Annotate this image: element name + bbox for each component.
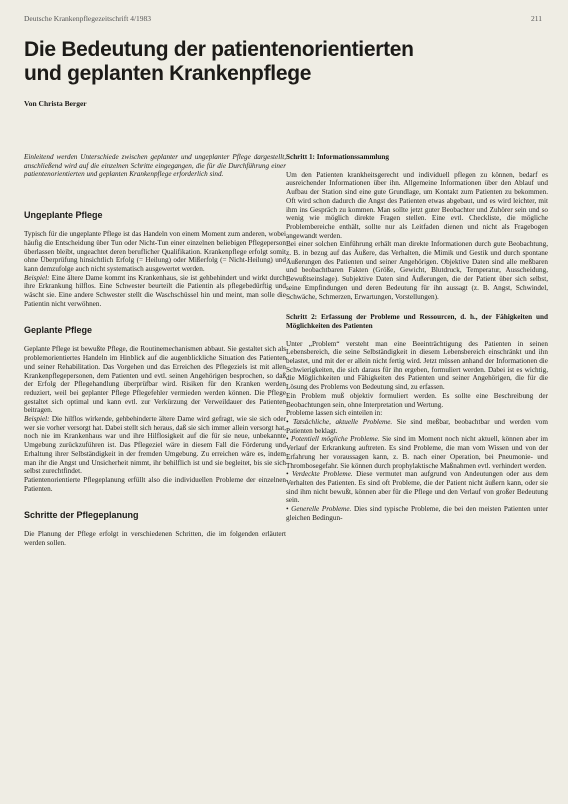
- paragraph-geplant-summary: Patientenorientierte Pflegeplanung erfüllt also die individuellen Probleme der einzelnen Patienten.: [24, 475, 286, 493]
- list-item-label: • Tatsächliche, aktuelle Probleme.: [286, 417, 393, 426]
- list-item-label: • Potentiell mögliche Probleme.: [286, 435, 380, 444]
- title-line-2: und geplanten Krankenpflege: [24, 62, 312, 85]
- list-item-verdeckt: [286, 470, 548, 505]
- author-byline: Von Christa Berger: [24, 99, 87, 108]
- page-number: 211: [531, 14, 542, 23]
- list-item-text: Sie sind meßbar, beobachtbar und werden vom Patienten beklagt.: [286, 417, 548, 435]
- paragraph-schritt2-3: Probleme lassen sich einteilen in:: [286, 409, 383, 418]
- paragraph-geplant-1: Geplante Pflege ist bewußte Pflege, die Routinemechanismen abbaut. Sie gestaltet sich als problemorientiertes Handeln im Hinblick auf die augenblickliche Situation des Patienten und seiner Rehabilitation. Das Vorgehen und das Erreichen des Pflegeziels ist mit allen Krankenpflegepersonen, dem Patienten und evtl. seinen Angehörigen besprochen, so daß der Erfolg der Pflegehandlung überprüfbar wird. Risiken für den Kranken werden reduziert, weil bei geplanter Pflege Pflegefehler vermieden werden können. Die Pflege gestaltet sich optimal und kann evtl. zur Verkürzung der Verweildauer des Patienten beitragen.: [24, 345, 286, 415]
- list-item-generell: [286, 505, 548, 522]
- running-head: Deutsche Krankenpflegezeitschrift 4/1983: [24, 14, 152, 23]
- paragraph-ungeplant-example: [24, 274, 286, 309]
- list-item-text: Sie sind im Moment noch nicht aktuell, können aber im Verlauf der Erkrankung auftreten. Es sind Probleme, die man vom Wissen und von der Erfahrung her voraussagen kann, z. B. nach einer Operation, bei Pneumonie- und Thrombosegefahr. Sie können durch prophylaktische Maßnahmen evtl. verhindert werden.: [286, 435, 548, 470]
- heading-geplante-pflege: Geplante Pflege: [24, 325, 93, 336]
- example-label: Beispiel:: [24, 415, 50, 424]
- paragraph-schritt1-2: Bei einer solchen Einführung erhält man direkte Informationen durch gute Beobachtung, z. B. in bezug auf das Äußere, das Verhalten, die Mimik und Gestik und durch spontane Äußerungen des Patienten und seiner Angehörigen. Objektive Daten sind alle meßbaren und beobachtbaren Fakten (Größe, Gewicht, Blutdruck, Temperatur, Ausscheidung, Bewußtseinslage). Subjektive Daten sind Äußerungen, die der Patient über sich selbst, seine Empfindungen und deren Bedeutung für ihn aussagt (z. B. Angst, Schwindel, Schwäche, Schmerzen, Erwartungen, Vorstellungen).: [286, 240, 548, 301]
- list-item-label: • Generelle Probleme.: [286, 505, 352, 514]
- example-text: Die hilflos wirkende, gehbehinderte ältere Dame wird gefragt, wie sie sich oder wer sie vorher versorgt hat. Dabei stellt sich heraus, daß sie sich immer allein versorgt hat, noch nie im Krankenhaus war und ihre Hilflosigkeit auf die für sie neue, unbekannte Umgebung zurückzuführen ist. Das Pflegeziel wäre in diesem Fall die Förderung und Erhaltung ihrer Selbständigkeit in der fremden Umgebung. Zu erreichen wäre es, indem man ihr die Angst und Unsicherheit nimmt, ihr behilflich ist und sie begleitet, bis sie sich selbst zurechtfindet.: [24, 415, 286, 476]
- heading-schritt-2: Schritt 2: Erfassung der Probleme und Ressourcen, d. h., der Fähigkeiten und Möglichkeiten des Patienten: [286, 313, 548, 330]
- list-item-potentiell: [286, 435, 548, 470]
- heading-ungeplante-pflege: Ungeplante Pflege: [24, 210, 103, 221]
- list-item-text: Dies sind typische Probleme, die bei den meisten Patienten unter gleichen Bedingun-: [286, 505, 548, 522]
- paragraph-schritte-1: Die Planung der Pflege erfolgt in verschiedenen Schritten, die im folgenden erläutert werden sollen.: [24, 530, 286, 548]
- paragraph-schritt2-1: Unter „Problem“ versteht man eine Beeinträchtigung des Patienten in seinen Lebensbereich, die seine Selbständigkeit in diesem Lebensbereich einschränkt und ihn belastet, und mit der er allein nicht fertig wird. Jetzt müssen anhand der Informationen die Schwierigkeiten, die sich daraus für ihn ergeben, formuliert werden. Dabei ist es wichtig, die Möglichkeiten und Fähigkeiten des Patienten und seiner Angehörigen, die für die Lösung des Problems von Bedeutung sind, zu erfassen.: [286, 339, 548, 392]
- list-item-label: • Verdeckte Probleme.: [286, 470, 353, 479]
- paragraph-geplant-example: [24, 415, 286, 476]
- article-lead: Einleitend werden Unterschiede zwischen geplanter und ungeplanter Pflege dargestellt, anschließend wird auf die einzelnen Schritte eingegangen, die für die Durchführung einer patientenorientierten und geplanten Krankenpflege erforderlich sind.: [24, 153, 286, 179]
- paragraph-schritt1-1: Um den Patienten krankheitsgerecht und individuell pflegen zu können, bedarf es ausreichender Informationen über ihn. Allgemeine Informationen über den Ablauf und Aufbau der Station sind eine gute Grundlage, um Kontakt zum Patienten zu bekommen. Oft wird schon dadurch die Angst des Patienten etwas abgebaut, und es wird leichter, mit ihm ins Gespräch zu kommen. Man sollte jetzt guter Beobachter und Zuhörer sein und so wenig wie möglich direkte Fragen stellen. Eine evtl. Checkliste, die mögliche Problembereiche enthält, sollte nur als Leitfaden dienen und nicht als Fragebogen angewandt werden.: [286, 170, 548, 240]
- list-item-text: Diese vermutet man aufgrund von Andeutungen oder aus dem Verhalten des Patienten. Es sind oft Probleme, die der Patient nicht äußern kann, oder sie sind ihm nicht bewußt, können aber für die Pflege und den Verlauf von großer Bedeutung sein.: [286, 470, 548, 505]
- paragraph-schritt2-2: Ein Problem muß objektiv formuliert werden. Es sollte eine Beschreibung der Beobachtungen sein, ohne Interpretation und Wertung.: [286, 391, 548, 409]
- example-text: Eine ältere Dame kommt ins Krankenhaus, sie ist gehbehindert und wirkt durch ihre Erkrankung hilflos. Eine Schwester beurteilt die Patientin als pflegebedürftig und wäscht sie. Eine andere Schwester stellt die Waschschüssel hin und meint, man solle die Patientin nicht verwöhnen.: [24, 273, 286, 308]
- paragraph-ungeplant-1: Typisch für die ungeplante Pflege ist das Handeln von einem Moment zum anderen, wobei häufig die Entscheidung über Tun oder Nicht-Tun einer einzelnen beliebigen Pflegeperson überlassen bleibt, ungeachtet deren beruflicher Qualifikation. Krankenpflege erfolgt somit ohne Überprüfung hinsichtlich Erfolg (= Heilung) oder Mißerfolg (= Nicht-Heilung) und kann demzufolge auch nicht systematisch ausgewertet werden.: [24, 230, 286, 273]
- heading-schritte: Schritte der Pflegeplanung: [24, 510, 139, 521]
- example-label: Beispiel:: [24, 273, 50, 282]
- article-title: [24, 38, 544, 86]
- heading-schritt-1: Schritt 1: Informationssammlung: [286, 153, 390, 161]
- list-item-aktuell: [286, 418, 548, 435]
- right-column: [286, 153, 548, 522]
- title-line-1: Die Bedeutung der patientenorientierten: [24, 38, 414, 61]
- left-column: [24, 153, 286, 548]
